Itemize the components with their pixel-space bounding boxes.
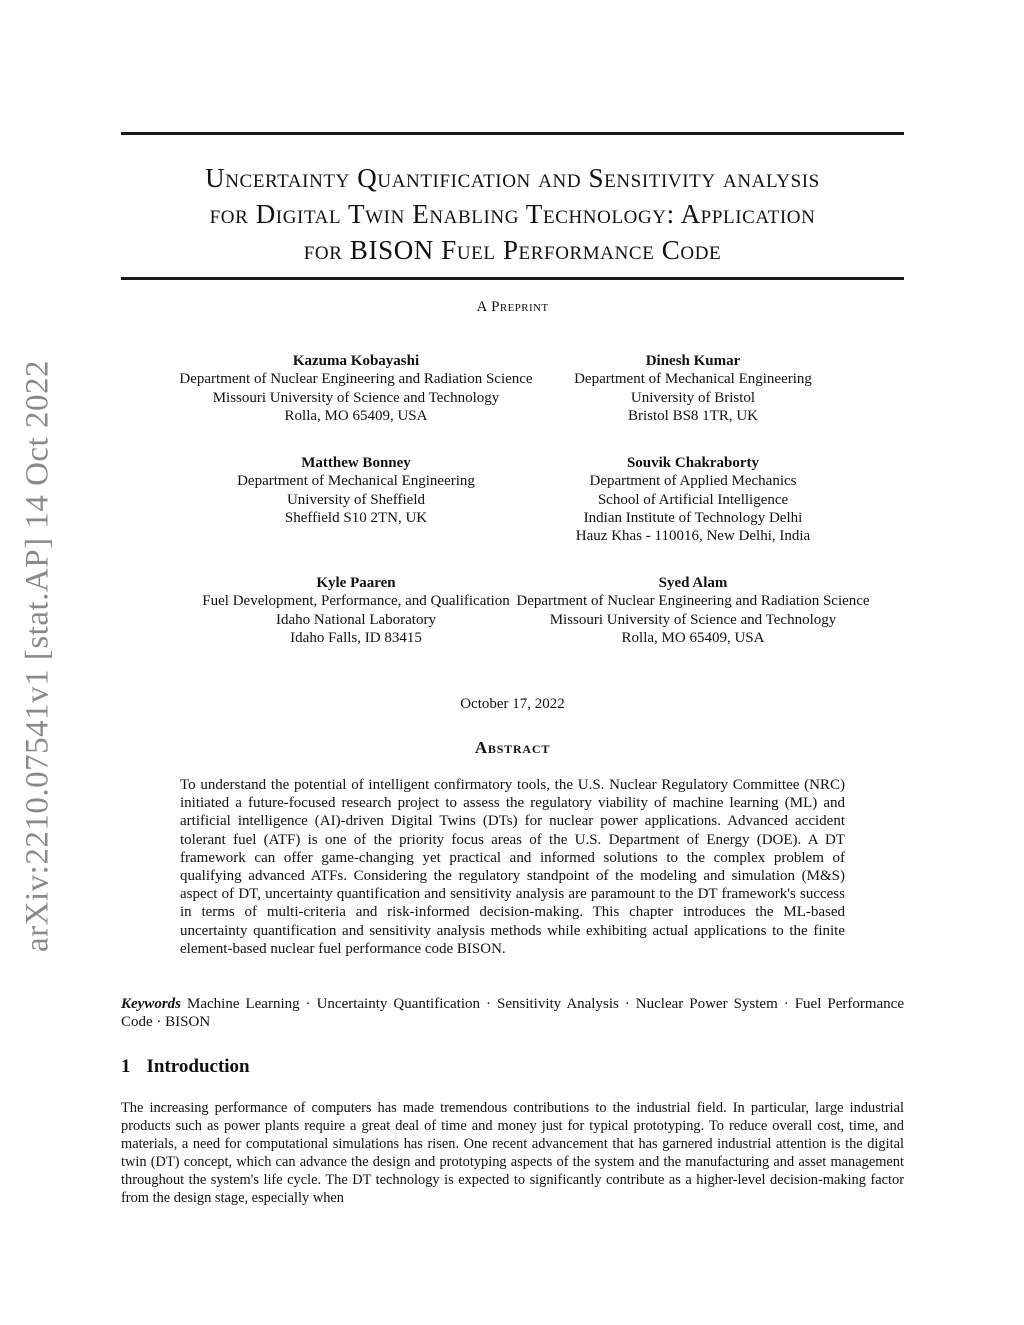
author-affiliation-line: Department of Nuclear Engineering and Radiation Science: [179, 371, 533, 388]
abstract-heading: Abstract: [474, 738, 551, 757]
author-affiliation-line: Hauz Khas - 110016, New Delhi, India: [575, 528, 811, 545]
author-affiliation-line: Missouri University of Science and Technology: [549, 611, 837, 628]
author-affiliation-line: Rolla, MO 65409, USA: [621, 629, 765, 646]
author-block: [483, 454, 903, 545]
author-affiliation-line: Fuel Development, Performance, and Qualification: [202, 593, 510, 610]
author-affiliation-line: Missouri University of Science and Technology: [212, 389, 500, 406]
title-bottom-rule: [121, 277, 904, 280]
author-affiliation-line: Department of Applied Mechanics: [589, 473, 797, 490]
keywords-paragraph: [121, 995, 904, 1031]
author-affiliation-line: Indian Institute of Technology Delhi: [583, 509, 803, 526]
author-affiliation-line: Idaho National Laboratory: [276, 611, 436, 628]
author-affiliation-line: Department of Nuclear Engineering and Radiation Science: [516, 593, 870, 610]
author-affiliation-line: Bristol BS8 1TR, UK: [627, 407, 759, 424]
author-name: Souvik Chakraborty: [626, 455, 760, 471]
introduction-body: The increasing performance of computers has made tremendous contributions to the industrial field. In particular, large industrial products such as power plants require a great deal of time and money just for typical prototyping. To reduce overall cost, time, and materials, a need for computational simulations has risen. One recent advancement that has garnered industrial attention is the digital twin (DT) concept, which can advance the design and prototyping aspects of the system and the manufacturing and asset management throughout the system's life cycle. The DT technology is expected to significantly contribute as a higher-level decision-making factor from the design stage, especially when: [121, 1100, 904, 1206]
keywords-text: Machine Learning · Uncertainty Quantification · Sensitivity Analysis · Nuclear Power System · Fuel Performance Code · BISON: [121, 996, 904, 1031]
author-affiliation-line: Department of Mechanical Engineering: [237, 473, 475, 490]
abstract-body: To understand the potential of intelligent confirmatory tools, the U.S. Nuclear Regulatory Committee (NRC) initiated a future-focused research project to assess the regulatory viability of machine learning (ML) and artificial intelligence (AI)-driven Digital Twins (DTs) for nuclear power applications. Advanced accident tolerant fuel (ATF) is one of the priority focus areas of the U.S. Department of Energy (DOE). A DT framework can offer game-changing yet practical and informed solutions to the complex problem of qualifying advanced ATFs. Considering the regulatory standpoint of the modeling and simulation (M&S) aspect of DT, uncertainty quantification and sensitivity analysis are paramount to the DT framework's success in terms of multi-criteria and risk-informed decision-making. This chapter introduces the ML-based uncertainty quantification and sensitivity analysis methods while exhibiting actual applications to the finite element-based nuclear fuel performance code BISON.: [180, 777, 845, 957]
author-name: Kyle Paaren: [316, 575, 396, 591]
section-title: Introduction: [146, 1056, 250, 1077]
paper-title-line-2: for Digital Twin Enabling Technology: Application: [209, 199, 816, 229]
author-block: [483, 574, 903, 647]
publication-date: October 17, 2022: [460, 696, 565, 712]
author-affiliation-line: Sheffield S10 2TN, UK: [284, 509, 428, 526]
preprint-label: A Preprint: [476, 299, 549, 315]
keywords-label: Keywords: [121, 996, 181, 1012]
author-name: Kazuma Kobayashi: [292, 353, 420, 369]
author-name: Dinesh Kumar: [645, 353, 741, 369]
section-heading-introduction: [121, 1056, 250, 1078]
paper-title: [121, 160, 904, 268]
section-number: 1: [121, 1056, 131, 1077]
author-affiliation-line: University of Sheffield: [286, 491, 426, 508]
author-affiliation-line: University of Bristol: [630, 389, 756, 406]
author-affiliation-line: School of Artificial Intelligence: [597, 491, 789, 508]
author-name: Syed Alam: [658, 575, 728, 591]
arxiv-identifier-stamp: arXiv:2210.07541v1 [stat.AP] 14 Oct 2022: [19, 360, 56, 952]
title-top-rule: [121, 132, 904, 135]
author-affiliation-line: Idaho Falls, ID 83415: [290, 629, 422, 646]
author-affiliation-line: Rolla, MO 65409, USA: [284, 407, 428, 424]
author-block: [483, 352, 903, 425]
author-affiliation-line: Department of Mechanical Engineering: [574, 371, 812, 388]
paper-title-line-1: Uncertainty Quantification and Sensitivity analysis: [205, 163, 820, 193]
author-name: Matthew Bonney: [301, 455, 411, 471]
paper-title-line-3: for BISON Fuel Performance Code: [303, 235, 722, 265]
